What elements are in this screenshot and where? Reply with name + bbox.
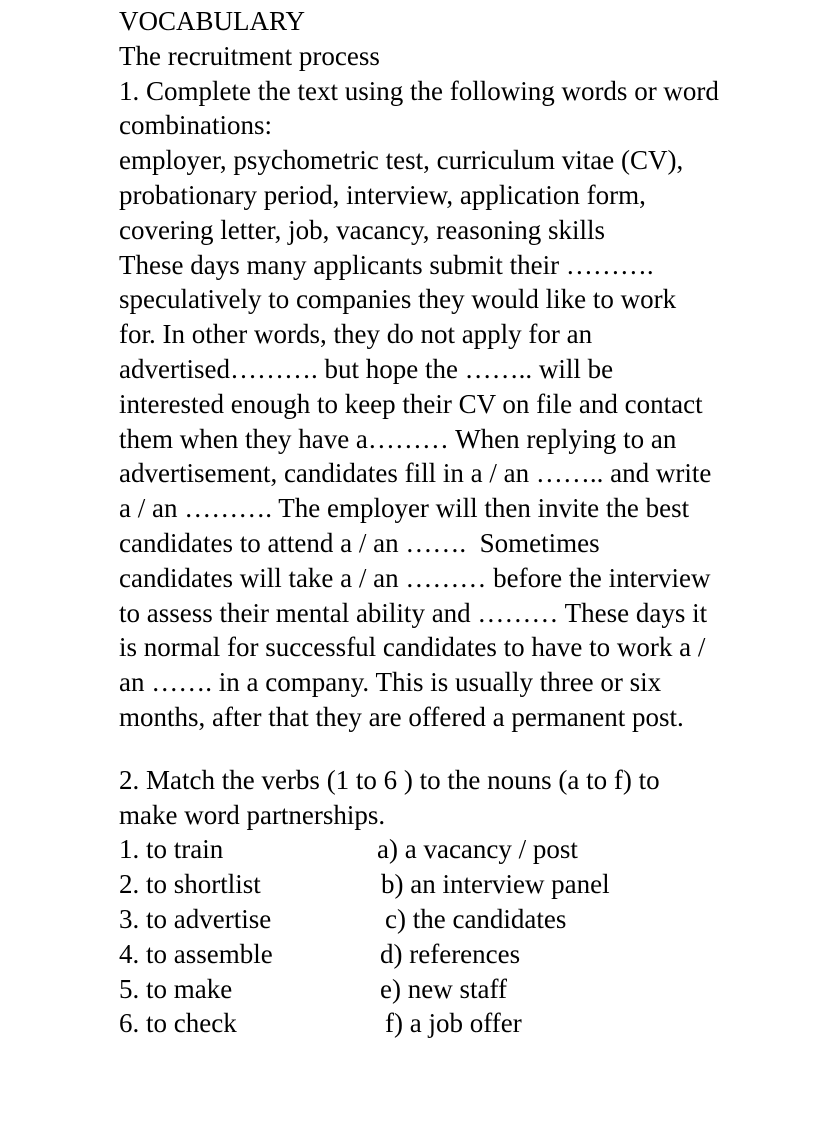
text-line: them when they have a……… When replying to an bbox=[119, 423, 677, 454]
word-list-line: employer, psychometric test, curriculum vitae (CV), bbox=[119, 145, 684, 176]
text-line: to assess their mental ability and ……… These days it bbox=[119, 597, 708, 628]
match-row bbox=[119, 902, 799, 937]
text-line: candidates to attend a / an ……. Sometimes bbox=[119, 527, 600, 558]
text-line: months, after that they are offered a permanent post. bbox=[119, 701, 684, 732]
text-line: advertisement, candidates fill in a / an …….. and write bbox=[119, 458, 712, 489]
text-line: speculatively to companies they would like to work bbox=[119, 284, 677, 315]
exercise1-instruction: 1. Complete the text using the following words or word bbox=[119, 75, 719, 106]
exercise1-instruction: combinations: bbox=[119, 110, 272, 141]
exercise2-instruction: 2. Match the verbs (1 to 6 ) to the nouns (a to f) to bbox=[119, 764, 660, 795]
document-body bbox=[119, 4, 799, 1041]
match-verb: 6. to check bbox=[119, 1008, 237, 1039]
subheading: The recruitment process bbox=[119, 40, 380, 71]
match-verb: 4. to assemble bbox=[119, 938, 273, 969]
match-verb: 3. to advertise bbox=[119, 903, 272, 934]
match-row bbox=[119, 867, 799, 902]
match-row bbox=[119, 937, 799, 972]
word-list-line: probationary period, interview, application form, bbox=[119, 179, 646, 210]
match-verb: 1. to train bbox=[119, 834, 224, 865]
text-line: is normal for successful candidates to have to work a / bbox=[119, 632, 706, 663]
text-line: a / an ………. The employer will then invite the best bbox=[119, 493, 690, 524]
section-spacer bbox=[119, 735, 799, 763]
match-row bbox=[119, 972, 799, 1007]
match-noun: b) an interview panel bbox=[381, 869, 610, 900]
text-line: advertised………. but hope the …….. will be bbox=[119, 353, 614, 384]
match-noun: a) a vacancy / post bbox=[377, 834, 578, 865]
match-verb: 5. to make bbox=[119, 973, 233, 1004]
match-row bbox=[119, 832, 799, 867]
text-line: These days many applicants submit their ………. bbox=[119, 249, 654, 280]
match-row bbox=[119, 1006, 799, 1041]
match-verb: 2. to shortlist bbox=[119, 869, 261, 900]
match-noun: e) new staff bbox=[380, 973, 507, 1004]
exercise2-instruction: make word partnerships. bbox=[119, 799, 386, 830]
match-noun: d) references bbox=[380, 938, 521, 969]
match-noun: f) a job offer bbox=[385, 1008, 522, 1039]
text-line: interested enough to keep their CV on file and contact bbox=[119, 388, 703, 419]
text-line: candidates will take a / an ……… before the interview bbox=[119, 562, 711, 593]
text-line: for. In other words, they do not apply for an bbox=[119, 319, 593, 350]
word-list-line: covering letter, job, vacancy, reasoning skills bbox=[119, 214, 606, 245]
heading: VOCABULARY bbox=[119, 6, 306, 36]
text-line: an ……. in a company. This is usually three or six bbox=[119, 667, 662, 698]
match-noun: c) the candidates bbox=[385, 903, 567, 934]
